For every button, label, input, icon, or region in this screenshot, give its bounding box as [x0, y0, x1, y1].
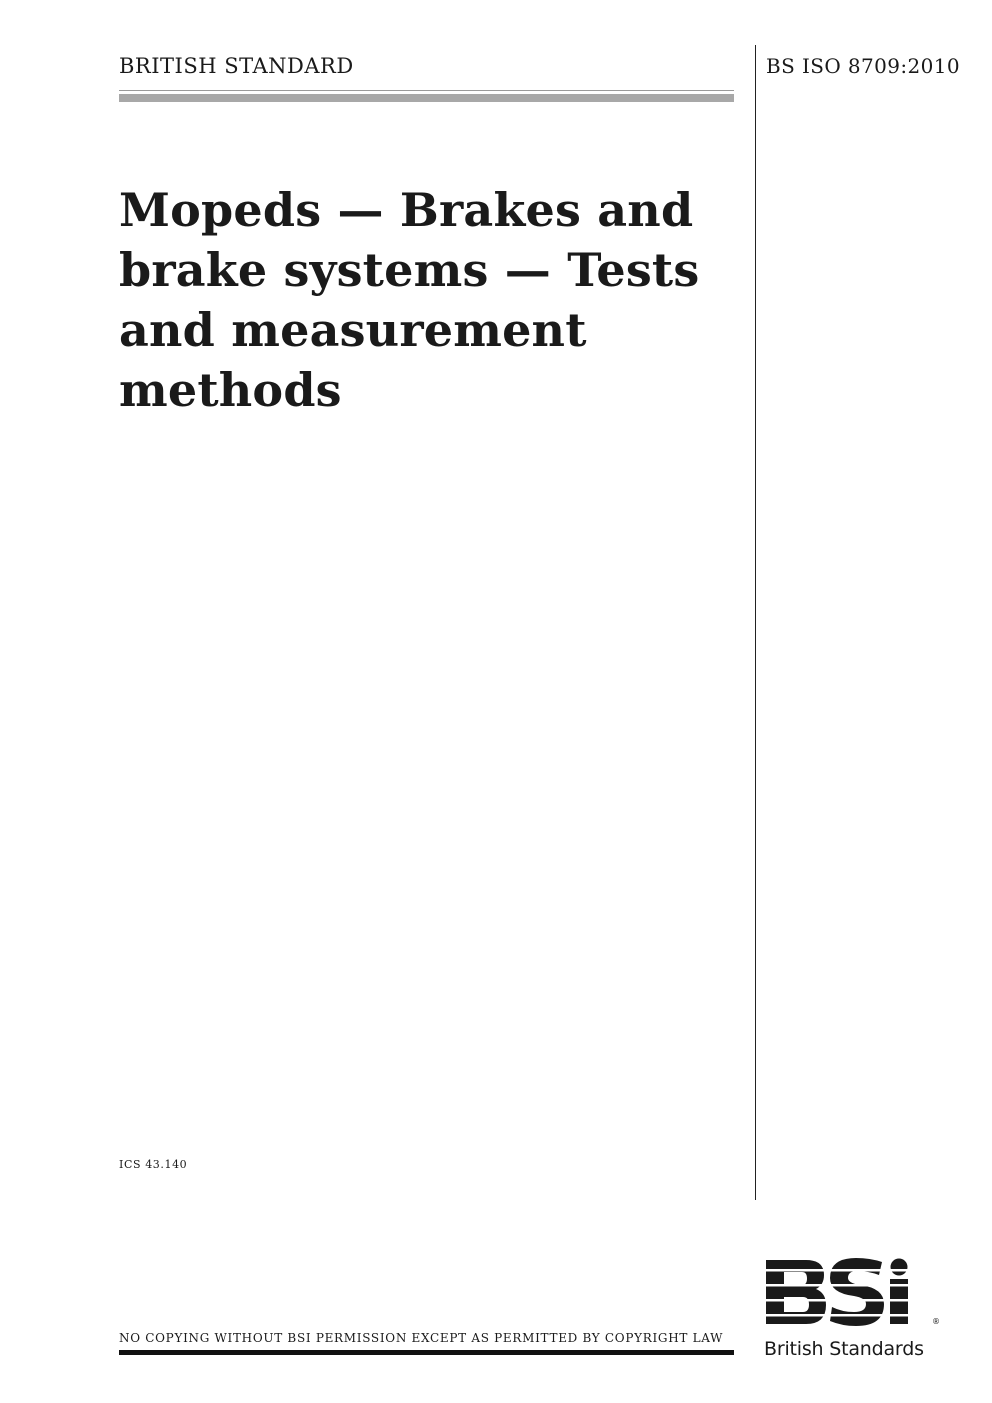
standard-type-label: BRITISH STANDARD — [119, 54, 354, 78]
header-rule-thin — [119, 90, 734, 91]
header-rule-thick — [119, 94, 734, 102]
copyright-notice: NO COPYING WITHOUT BSI PERMISSION EXCEPT AS PERMITTED BY COPYRIGHT LAW — [119, 1331, 724, 1345]
logo-wordmark: British Standards — [764, 1338, 924, 1360]
footer-rule — [119, 1350, 734, 1355]
bsi-logo-icon — [764, 1258, 940, 1326]
vertical-divider — [755, 45, 756, 1200]
registered-mark: ® — [932, 1317, 940, 1326]
document-title: Mopeds — Brakes and brake systems — Tests and measurement methods — [119, 183, 700, 417]
ics-code: ICS 43.140 — [119, 1158, 188, 1171]
document-number: BS ISO 8709:2010 — [766, 54, 961, 78]
